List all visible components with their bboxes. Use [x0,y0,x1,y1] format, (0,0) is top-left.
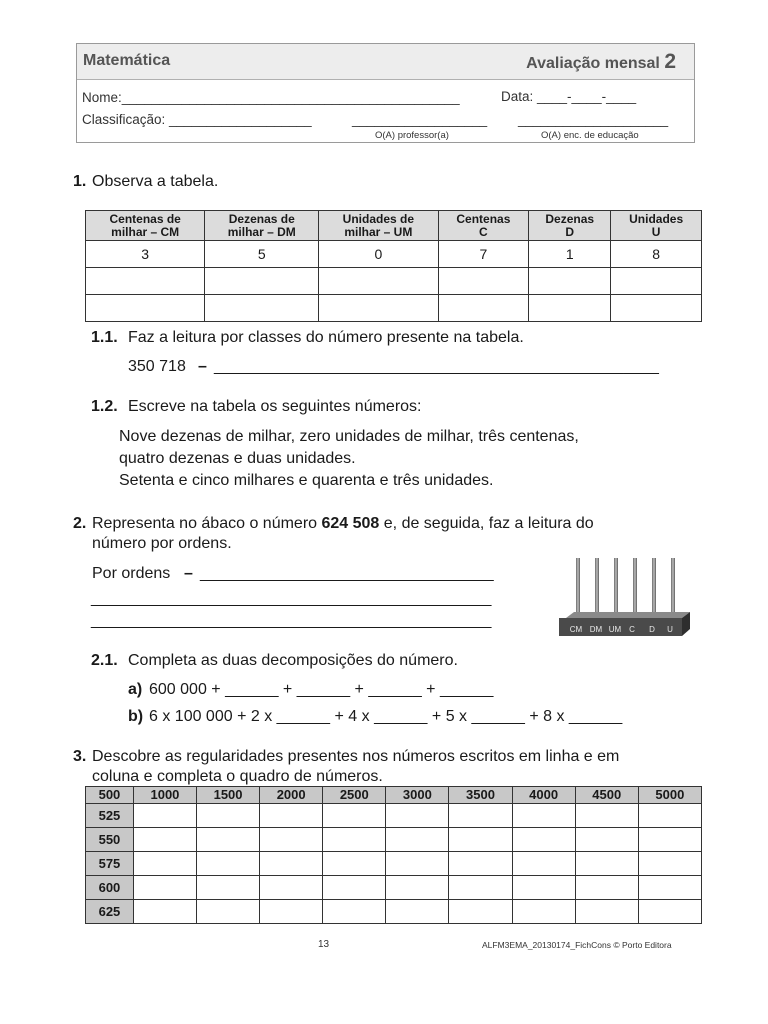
footer-code: ALFM3EMA_20130174_FichCons © Porto Editora [482,940,672,950]
pv-cell: 1 [529,241,611,268]
grid-empty-cell[interactable] [575,804,638,828]
grid-empty-cell[interactable] [638,804,701,828]
grid-header-cell: 1500 [197,787,260,804]
grid-empty-cell[interactable] [512,900,575,924]
pv-empty-cell[interactable] [205,295,319,322]
abacus-label-d: D [649,625,655,634]
por-ordens-dash: – [184,565,193,582]
grid-empty-cell[interactable] [575,876,638,900]
grid-empty-cell[interactable] [449,876,512,900]
evaluation-title [526,50,676,74]
table-row [86,900,702,924]
parent-signature-line[interactable]: ____________________ [518,112,669,127]
grid-header-cell: 3000 [386,787,449,804]
grid-empty-cell[interactable] [386,804,449,828]
date-field[interactable]: Data: ____-____-____ [501,89,637,104]
table-row [86,876,702,900]
q12-line-2: quatro dezenas e duas unidades. [119,450,356,467]
grid-header-cell: 5000 [638,787,701,804]
q2-text-line-2: número por ordens. [92,535,232,552]
pv-empty-cell[interactable] [611,295,702,322]
abacus-label-cm: CM [569,625,583,634]
abacus-label-u: U [667,625,673,634]
header-band [77,44,694,80]
grid-header-cell: 4500 [575,787,638,804]
grid-row-head: 550 [86,828,134,852]
pv-empty-cell[interactable] [438,295,529,322]
q21-a-decomposition[interactable]: 600 000 + ______ + ______ + ______ + ______ [149,681,494,698]
grid-empty-cell[interactable] [133,804,196,828]
teacher-signature-line[interactable]: __________________ [352,112,488,127]
pv-empty-cell[interactable] [86,295,205,322]
pv-header-dm: Dezenas de milhar – DM [205,211,319,241]
grid-row-head: 525 [86,804,134,828]
grid-empty-cell[interactable] [197,900,260,924]
q11-number-value: 350 718 [128,358,186,375]
subject-title: Matemática [83,52,171,69]
q2-target-number: 624 508 [321,515,380,532]
table-row [86,804,702,828]
q3-text-line-1: Descobre as regularidades presentes nos números escritos em linha e em [92,748,620,765]
table-row [86,852,702,876]
grid-empty-cell[interactable] [512,828,575,852]
classification-field[interactable]: Classificação: ___________________ [82,112,312,127]
q3-number: 3. [73,748,87,765]
q11-number: 1.1. [91,329,118,346]
pv-empty-cell[interactable] [529,295,611,322]
q11-dash: – [198,358,207,375]
pv-header-c: Centenas C [438,211,529,241]
number-grid-table [85,786,702,924]
grid-empty-cell[interactable] [386,852,449,876]
grid-empty-cell[interactable] [575,900,638,924]
grid-empty-cell[interactable] [512,876,575,900]
number-grid-header-row [86,787,702,804]
grid-empty-cell[interactable] [449,828,512,852]
abacus-label-dm: DM [589,625,603,634]
teacher-signature-label: O(A) professor(a) [375,130,449,141]
pv-header-u: Unidades U [611,211,702,241]
q2-text: Representa no ábaco o número 624 508 e, de seguida, faz a leitura do [92,515,594,532]
grid-empty-cell[interactable] [197,876,260,900]
pv-empty-cell[interactable] [529,268,611,295]
grid-empty-cell[interactable] [638,828,701,852]
abacus-image [556,552,691,638]
grid-empty-cell[interactable] [133,852,196,876]
grid-empty-cell[interactable] [638,876,701,900]
grid-row-head: 600 [86,876,134,900]
grid-empty-cell[interactable] [638,852,701,876]
q12-text: Escreve na tabela os seguintes números: [128,398,422,415]
por-ordens-label: Por ordens [92,565,171,582]
q12-line-1: Nove dezenas de milhar, zero unidades de milhar, três centenas, [119,428,579,445]
grid-empty-cell[interactable] [323,876,386,900]
grid-empty-cell[interactable] [197,852,260,876]
grid-empty-cell[interactable] [197,828,260,852]
abacus-rods [576,558,675,620]
por-ordens-line-2[interactable]: _____________________________________________ [91,590,492,607]
pv-cell: 8 [611,241,702,268]
grid-empty-cell[interactable] [133,900,196,924]
grid-empty-cell[interactable] [197,804,260,828]
grid-empty-cell[interactable] [386,900,449,924]
grid-header-cell: 500 [86,787,134,804]
grid-empty-cell[interactable] [133,876,196,900]
grid-header-cell: 2500 [323,787,386,804]
table-row [86,241,702,268]
pv-empty-cell[interactable] [611,268,702,295]
por-ordens-line-3[interactable]: _____________________________________________ [91,612,492,629]
grid-row-head: 625 [86,900,134,924]
grid-header-cell: 4000 [512,787,575,804]
header-box [76,43,695,143]
grid-empty-cell[interactable] [260,804,323,828]
page-number: 13 [318,939,330,950]
grid-empty-cell[interactable] [449,804,512,828]
q21-b-label: b) [128,708,144,725]
q12-line-3: Setenta e cinco milhares e quarenta e três unidades. [119,472,494,489]
pv-cell: 7 [438,241,529,268]
q1-text: Observa a tabela. [92,173,219,190]
por-ordens-line-1[interactable]: _________________________________ [200,565,494,582]
q21-text: Completa as duas decomposições do número. [128,652,458,669]
grid-empty-cell[interactable] [386,828,449,852]
grid-empty-cell[interactable] [260,876,323,900]
grid-empty-cell[interactable] [133,828,196,852]
grid-empty-cell[interactable] [449,852,512,876]
q1-number: 1. [73,173,87,190]
pv-header-cm: Centenas de milhar – CM [86,211,205,241]
q21-number: 2.1. [91,652,118,669]
place-value-table [85,210,702,322]
evaluation-number: 2 [664,50,676,73]
grid-empty-cell[interactable] [323,828,386,852]
grid-header-cell: 2000 [260,787,323,804]
q12-number: 1.2. [91,398,118,415]
q11-text: Faz a leitura por classes do número presente na tabela. [128,329,524,346]
name-field[interactable]: Nome:_____________________________________________ [82,90,460,105]
evaluation-label: Avaliação mensal [526,55,660,72]
table-row [86,268,702,295]
grid-empty-cell[interactable] [449,900,512,924]
pv-cell: 3 [86,241,205,268]
grid-empty-cell[interactable] [260,828,323,852]
grid-empty-cell[interactable] [260,852,323,876]
pv-empty-cell[interactable] [319,268,438,295]
q11-answer-line[interactable]: __________________________________________________ [214,358,659,375]
table-row [86,828,702,852]
parent-signature-label: O(A) enc. de educação [541,130,639,141]
pv-empty-cell[interactable] [205,268,319,295]
grid-empty-cell[interactable] [575,828,638,852]
grid-empty-cell[interactable] [638,900,701,924]
abacus-label-c: C [629,625,635,634]
q21-b-decomposition[interactable]: 6 x 100 000 + 2 x ______ + 4 x ______ + 5 x ______ + 8 x ______ [149,708,623,725]
pv-empty-cell[interactable] [319,295,438,322]
grid-empty-cell[interactable] [323,804,386,828]
q2-number: 2. [73,515,87,532]
grid-header-cell: 3500 [449,787,512,804]
q3-text-line-2: coluna e completa o quadro de números. [92,768,383,785]
grid-empty-cell[interactable] [512,804,575,828]
q21-a-label: a) [128,681,143,698]
pv-empty-cell[interactable] [86,268,205,295]
grid-header-cell: 1000 [133,787,196,804]
pv-header-um: Unidades de milhar – UM [319,211,438,241]
grid-empty-cell[interactable] [323,852,386,876]
pv-cell: 0 [319,241,438,268]
pv-cell: 5 [205,241,319,268]
pv-empty-cell[interactable] [438,268,529,295]
grid-empty-cell[interactable] [512,852,575,876]
pv-header-d: Dezenas D [529,211,611,241]
grid-empty-cell[interactable] [386,876,449,900]
table-row [86,295,702,322]
grid-empty-cell[interactable] [575,852,638,876]
abacus-label-um: UM [608,625,622,634]
grid-empty-cell[interactable] [260,900,323,924]
grid-row-head: 575 [86,852,134,876]
grid-empty-cell[interactable] [323,900,386,924]
